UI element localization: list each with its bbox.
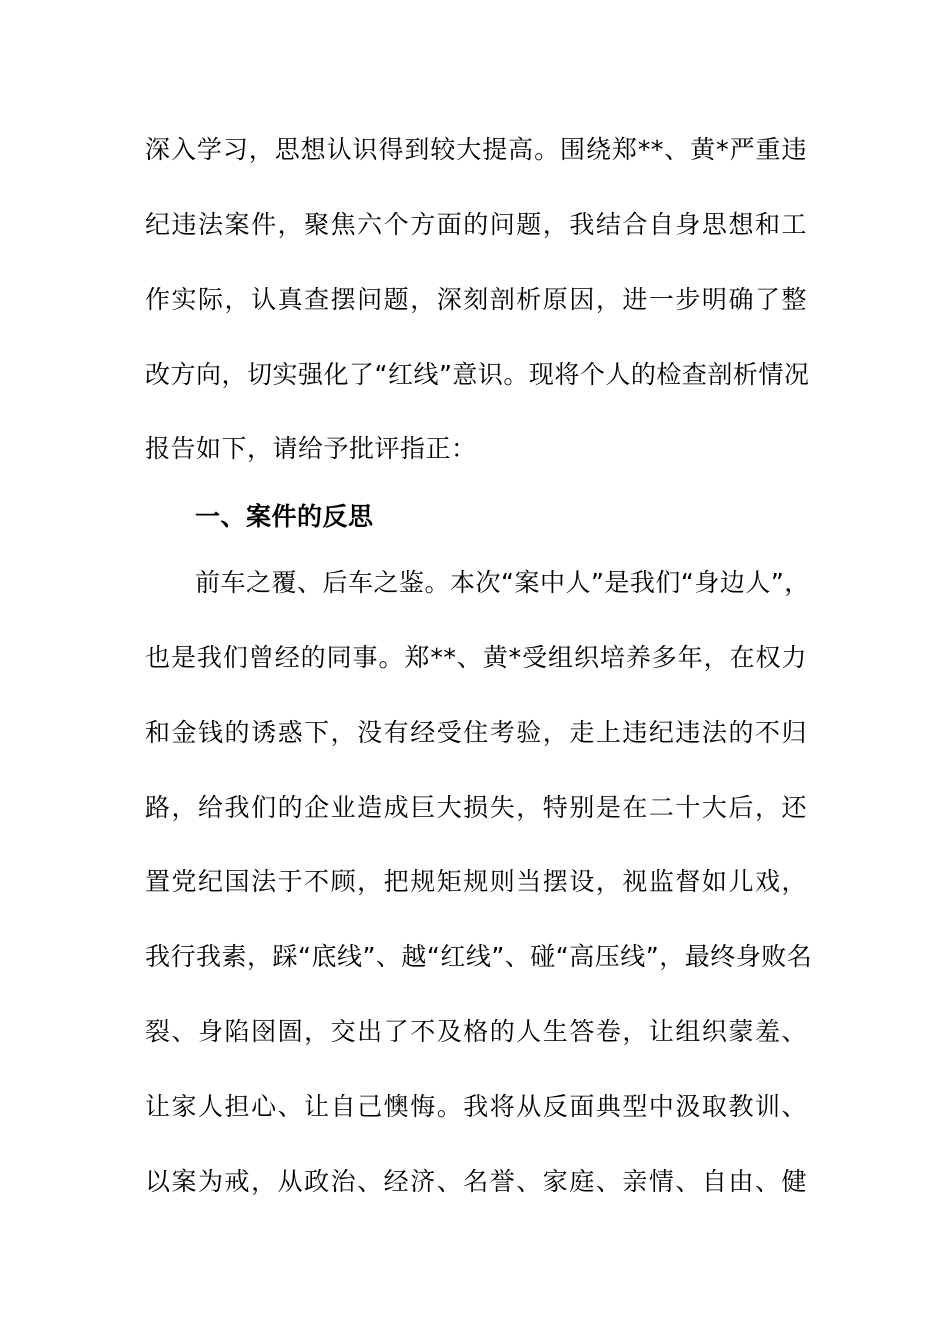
paragraph-line: 以案为戒，从政治、经济、名誉、家庭、亲情、自由、健 — [145, 1167, 807, 1196]
paragraph-line: 和金钱的诱惑下，没有经受住考验，走上违纪违法的不归 — [145, 718, 807, 747]
paragraph-line: 前车之覆、后车之鉴。本次“案中人”是我们“身边人”， — [195, 568, 810, 597]
section-heading: 一、案件的反思 — [195, 502, 374, 531]
paragraph-line: 深入学习，思想认识得到较大提高。围绕郑**、黄*严重违 — [145, 135, 807, 164]
paragraph-line: 也是我们曾经的同事。郑**、黄*受组织培养多年，在权力 — [145, 643, 807, 672]
paragraph-line: 纪违法案件，聚焦六个方面的问题，我结合自身思想和工 — [145, 210, 807, 239]
paragraph-line: 我行我素，踩“底线”、越“红线”、碰“高压线”，最终身败名 — [145, 942, 813, 971]
paragraph-line: 让家人担心、让自己懊悔。我将从反面典型中汲取教训、 — [145, 1092, 807, 1121]
paragraph-line: 改方向，切实强化了“红线”意识。现将个人的检查剖析情况 — [145, 360, 810, 389]
paragraph-line: 置党纪国法于不顾，把规矩规则当摆设，视监督如儿戏， — [145, 867, 807, 896]
paragraph-line: 报告如下，请给予批评指正： — [145, 434, 477, 463]
paragraph-line: 路，给我们的企业造成巨大损失，特别是在二十大后，还 — [145, 793, 807, 822]
paragraph-line: 裂、身陷囹圄，交出了不及格的人生答卷，让组织蒙羞、 — [145, 1017, 807, 1046]
paragraph-line: 作实际，认真查摆问题，深刻剖析原因，进一步明确了整 — [145, 285, 807, 314]
